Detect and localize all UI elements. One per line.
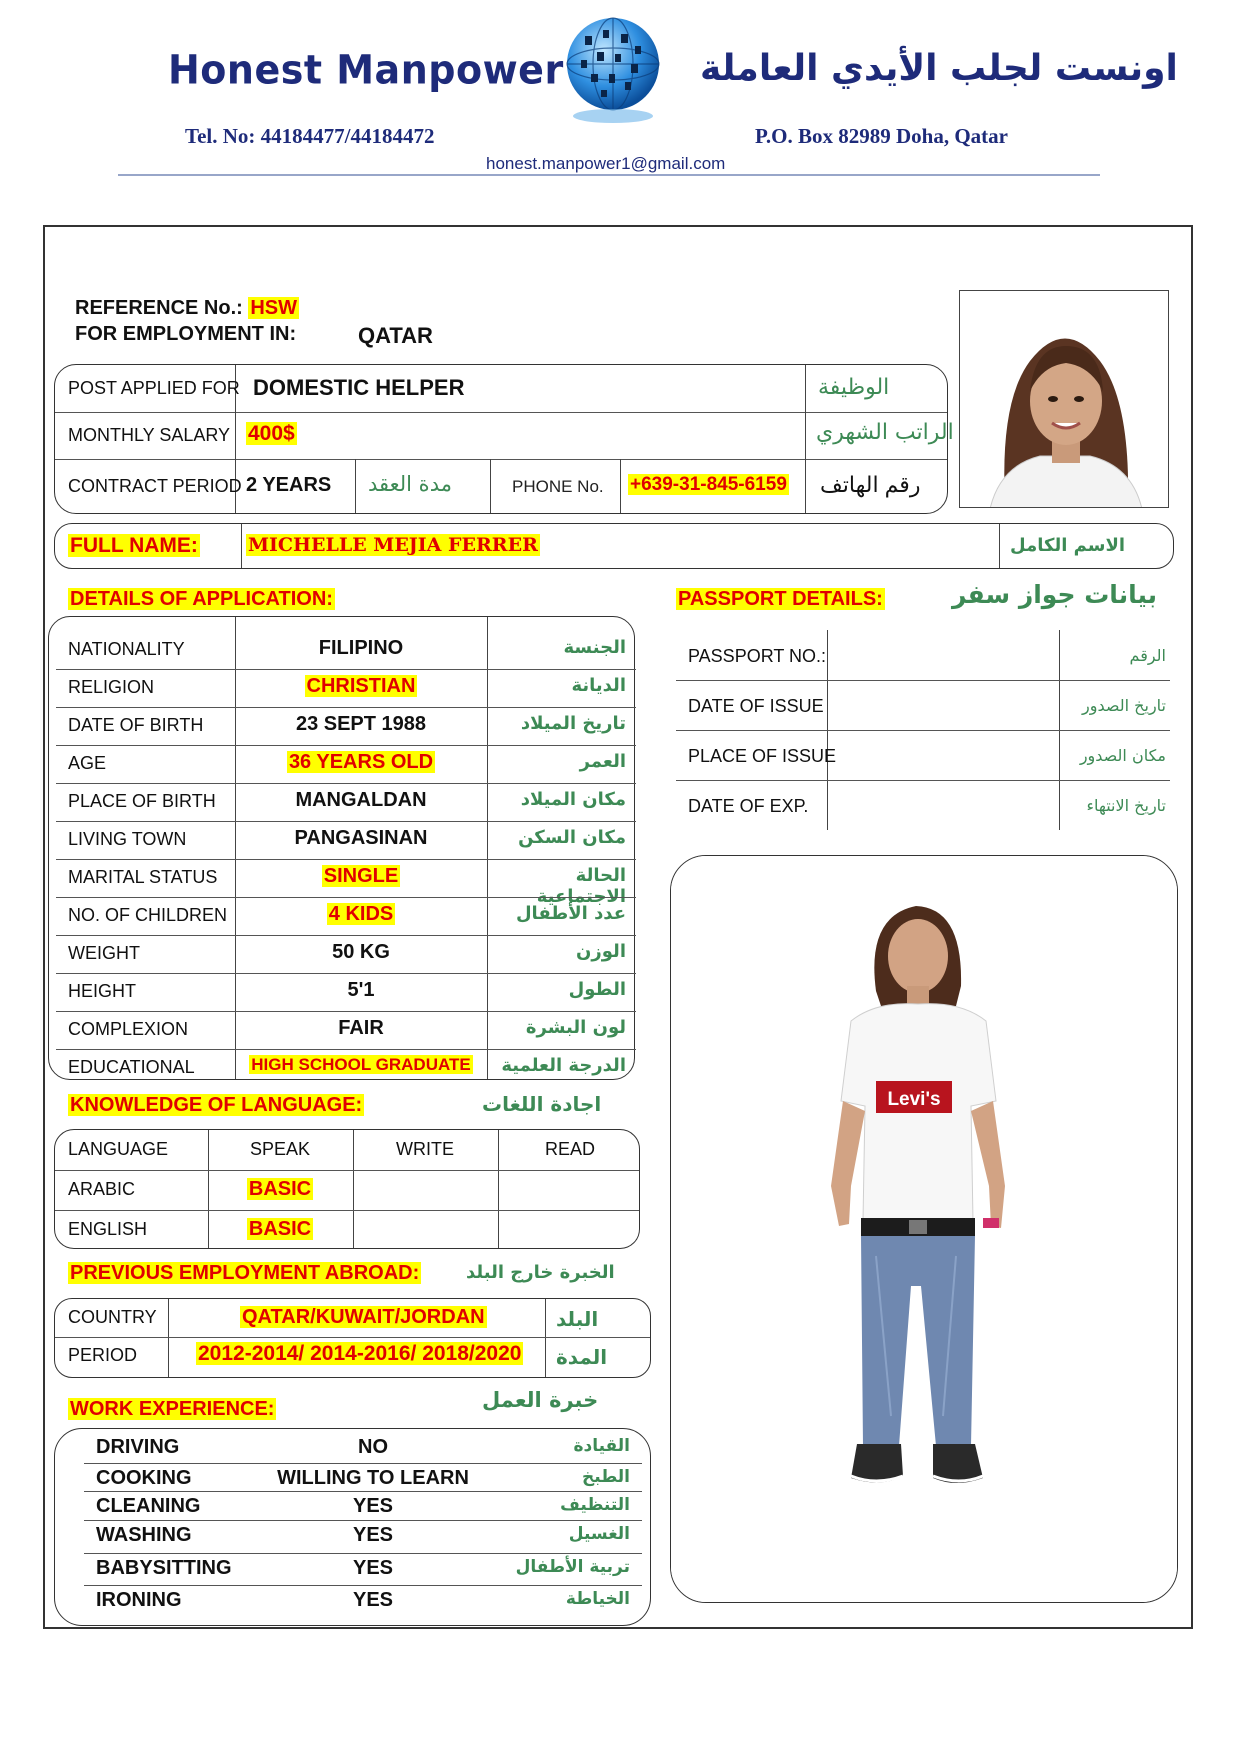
previous-country-value: QATAR/KUWAIT/JORDAN <box>242 1306 485 1328</box>
work-arabic: الغسيل <box>568 1524 630 1544</box>
work-arabic: تربية الأطفال <box>515 1557 630 1577</box>
details-value-cell <box>236 903 486 926</box>
details-arabic: الجنسة <box>563 637 626 658</box>
details-arabic: الوزن <box>576 941 626 962</box>
work-row-divider <box>84 1491 642 1492</box>
language-header: LANGUAGE <box>68 1139 169 1159</box>
work-value: WILLING TO LEARN <box>277 1467 469 1489</box>
details-label: WEIGHT <box>68 943 140 963</box>
details-label: DATE OF BIRTH <box>68 715 204 735</box>
details-label: RELIGION <box>68 677 155 697</box>
details-arabic: تاريخ الميلاد <box>520 713 626 734</box>
details-value-cell <box>236 789 486 812</box>
language-title: KNOWLEDGE OF LANGUAGE: <box>70 1094 363 1116</box>
details-row-divider <box>56 669 636 670</box>
details-row-divider <box>56 745 636 746</box>
work-label: DRIVING <box>96 1436 180 1458</box>
passport-label: PASSPORT NO.: <box>688 646 827 666</box>
passport-arabic: تاريخ الصدور <box>1082 696 1166 715</box>
passport-title: PASSPORT DETAILS: <box>678 588 883 610</box>
details-label: AGE <box>68 753 107 773</box>
work-arabic: الطبخ <box>582 1467 630 1487</box>
previous-country-arabic: البلد <box>556 1307 599 1331</box>
work-title-arabic: خبرة العمل <box>482 1388 599 1412</box>
passport-arabic: تاريخ الانتهاء <box>1086 796 1166 815</box>
language-name: ARABIC <box>68 1179 136 1199</box>
details-row-divider <box>56 821 636 822</box>
passport-arabic: الرقم <box>1129 646 1166 665</box>
details-label: NO. OF CHILDREN <box>68 905 228 925</box>
details-row-divider <box>56 783 636 784</box>
details-label: COMPLEXION <box>68 1019 189 1039</box>
phone-value: +639-31-845-6159 <box>630 474 787 495</box>
details-value-cell <box>236 1017 486 1040</box>
passport-label: PLACE OF ISSUE <box>688 746 837 766</box>
work-label: BABYSITTING <box>96 1557 232 1579</box>
details-value: 4 KIDS <box>328 903 394 925</box>
details-value: FILIPINO <box>318 637 404 659</box>
work-row-divider <box>84 1463 642 1464</box>
details-value-cell <box>236 979 486 1002</box>
details-label: NATIONALITY <box>68 639 185 659</box>
headshot-photo <box>959 290 1169 508</box>
details-row-divider <box>56 935 636 936</box>
language-header: SPEAK <box>249 1139 311 1159</box>
passport-title-arabic: بيانات جواز سفر <box>952 580 1158 609</box>
work-value: YES <box>352 1557 394 1579</box>
work-value: YES <box>352 1589 394 1611</box>
details-label: HEIGHT <box>68 981 137 1001</box>
post-label: POST APPLIED FOR <box>68 378 240 398</box>
details-value-cell <box>236 751 486 774</box>
details-value: CHRISTIAN <box>306 675 416 697</box>
full-name-arabic: الاسم الكامل <box>1010 535 1126 556</box>
work-row-divider <box>84 1520 642 1521</box>
details-value: FAIR <box>338 1017 384 1039</box>
details-row-divider <box>56 707 636 708</box>
contract-label: CONTRACT PERIOD <box>68 476 242 496</box>
details-arabic: مكان السكن <box>518 827 626 848</box>
work-label: COOKING <box>96 1467 192 1489</box>
details-arabic: الطول <box>568 979 626 1000</box>
details-value: 23 SEPT 1988 <box>295 713 427 735</box>
salary-value: 400$ <box>248 422 295 445</box>
previous-period-arabic: المدة <box>556 1345 608 1369</box>
details-arabic: الديانة <box>571 675 626 696</box>
reference-value: HSW <box>250 297 298 319</box>
email: honest.manpower1@gmail.com <box>486 154 726 173</box>
previous-period-label: PERIOD <box>68 1345 138 1365</box>
header-divider <box>118 174 1100 176</box>
reference-row <box>75 297 299 320</box>
details-value: 50 KG <box>332 941 390 963</box>
passport-label: DATE OF EXP. <box>688 796 809 816</box>
language-title-arabic: اجادة اللغات <box>482 1092 602 1116</box>
language-speak: BASIC <box>248 1218 312 1240</box>
details-arabic: عدد الأطفال <box>515 903 626 924</box>
contract-value: 2 YEARS <box>246 474 332 496</box>
company-name: Honest Manpower <box>168 46 564 94</box>
telephone: Tel. No: 44184477/44184472 <box>185 124 435 148</box>
details-row-divider <box>56 973 636 974</box>
work-row-divider <box>84 1553 642 1554</box>
previous-title: PREVIOUS EMPLOYMENT ABROAD: <box>70 1262 420 1284</box>
phone-label: PHONE No. <box>512 477 604 496</box>
full-body-photo <box>670 855 1178 1603</box>
previous-period-value: 2012-2014/ 2014-2016/ 2018/2020 <box>198 1342 522 1365</box>
details-arabic: لون البشرة <box>525 1017 626 1038</box>
details-value: HIGH SCHOOL GRADUATE <box>251 1055 471 1074</box>
details-row-divider <box>56 859 636 860</box>
details-arabic: العمر <box>579 751 626 772</box>
details-arabic: الحالة الاجتماعية <box>536 865 626 907</box>
details-label: LIVING TOWN <box>68 829 187 849</box>
contract-arabic: مدة العقد <box>368 472 452 496</box>
details-value-cell <box>236 675 486 698</box>
language-speak-cell <box>210 1218 350 1241</box>
details-row-divider <box>56 1011 636 1012</box>
language-header: READ <box>544 1139 595 1159</box>
work-label: WASHING <box>96 1524 192 1546</box>
details-row-divider <box>56 1049 636 1050</box>
passport-label: DATE OF ISSUE <box>688 696 824 716</box>
language-speak: BASIC <box>248 1178 312 1200</box>
salary-arabic: الراتب الشهري <box>816 420 954 445</box>
language-header: WRITE <box>396 1139 454 1159</box>
details-label: EDUCATIONAL <box>68 1057 195 1077</box>
work-row-divider <box>84 1585 642 1586</box>
previous-title-arabic: الخبرة خارج البلد <box>466 1262 615 1283</box>
phone-arabic: رقم الهاتف <box>820 472 921 497</box>
work-value: YES <box>352 1495 394 1517</box>
details-label: MARITAL STATUS <box>68 867 218 887</box>
salary-label: MONTHLY SALARY <box>68 425 231 445</box>
work-label: CLEANING <box>96 1495 201 1517</box>
work-label: IRONING <box>96 1589 182 1611</box>
details-value-cell <box>236 827 486 850</box>
full-body-image <box>671 856 1178 1603</box>
details-row-divider <box>56 897 636 898</box>
details-value: SINGLE <box>323 865 399 887</box>
full-name-row <box>54 523 1174 569</box>
work-title: WORK EXPERIENCE: <box>70 1398 275 1420</box>
employment-label: FOR EMPLOYMENT IN: <box>75 323 297 345</box>
details-value: 5'1 <box>347 979 375 1001</box>
reference-label: REFERENCE No.: <box>75 297 243 319</box>
language-name: ENGLISH <box>68 1219 148 1239</box>
details-arabic: الدرجة العلمية <box>501 1055 626 1076</box>
details-value-cell <box>236 637 486 660</box>
headshot-image <box>960 291 1169 508</box>
post-arabic: الوظيفة <box>818 375 890 400</box>
work-arabic: القيادة <box>573 1436 630 1456</box>
details-value: MANGALDAN <box>295 789 427 811</box>
post-value: DOMESTIC HELPER <box>253 375 465 400</box>
details-arabic: مكان الميلاد <box>520 789 626 810</box>
globe-logo-icon <box>555 12 671 128</box>
company-name-arabic: اونست لجلب الأيدي العاملة <box>700 48 1178 89</box>
full-name-label: FULL NAME: <box>70 534 198 557</box>
work-value: YES <box>352 1524 394 1546</box>
details-value: PANGASINAN <box>294 827 428 849</box>
details-value-cell <box>236 941 486 964</box>
work-arabic: التنظيف <box>560 1495 630 1515</box>
employment-country: QATAR <box>358 323 433 348</box>
details-value: 36 YEARS OLD <box>288 751 434 773</box>
details-value-cell <box>236 713 486 736</box>
shirt-logo-text: Levi's <box>887 1089 941 1110</box>
details-value-cell <box>236 865 486 888</box>
passport-arabic: مكان الصدور <box>1079 746 1166 765</box>
po-box: P.O. Box 82989 Doha, Qatar <box>755 124 1008 148</box>
full-name-value: MICHELLE MEJIA FERRER <box>248 534 538 556</box>
previous-country-label: COUNTRY <box>68 1307 157 1327</box>
details-value-cell <box>236 1055 486 1075</box>
details-title: DETAILS OF APPLICATION: <box>70 588 333 610</box>
language-speak-cell <box>210 1178 350 1201</box>
work-arabic: الخياطة <box>565 1589 630 1609</box>
work-value: NO <box>358 1436 388 1458</box>
details-label: PLACE OF BIRTH <box>68 791 216 811</box>
